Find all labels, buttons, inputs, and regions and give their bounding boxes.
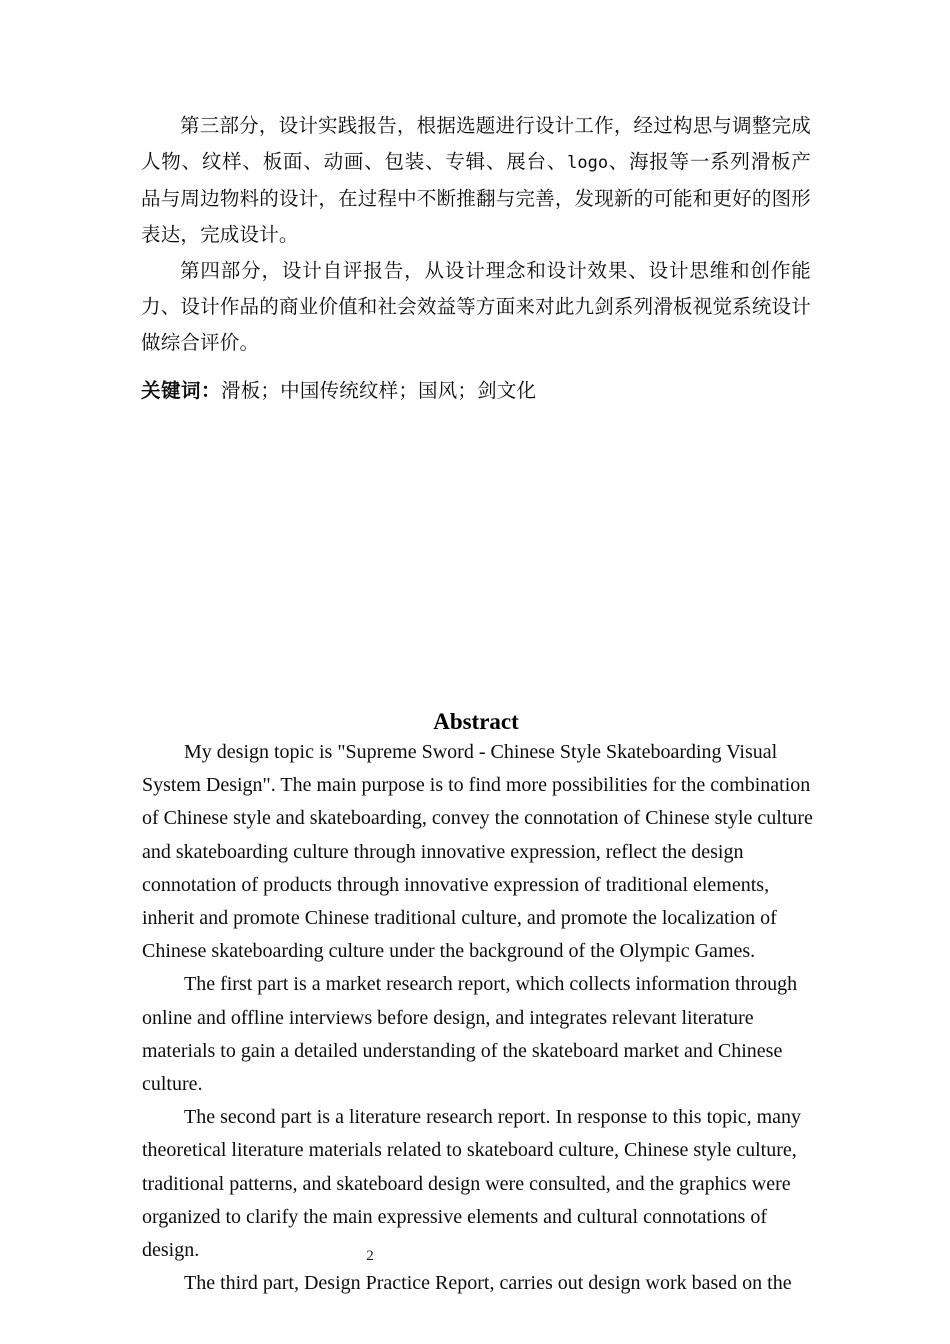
chinese-abstract-body [141,108,811,361]
logo-term: logo [567,153,609,173]
paragraph-part-three [141,108,811,253]
keywords-label: 关键词： [141,379,222,402]
abstract-heading: Abstract [433,709,519,734]
keywords-values: 滑板；中国传统纹样；国风；剑文化 [221,379,537,402]
abstract-paragraph-3: The second part is a literature research report. In response to this topic, many theoretical literature materials related to skateboard culture, Chinese style culture, traditional patterns, and skateboard design were consulted, and the graphics were organized to clarify the main expressive elements and cultural connotations of design. [142,1106,802,1262]
paragraph-part-four: 第四部分，设计自评报告，从设计理念和设计效果、设计思维和创作能力、设计作品的商业价值和社会效益等方面来对此九剑系列滑板视觉系统设计做综合评价。 [141,259,811,354]
paragraph-part-three-text-before: 第三部分，设计实践报告，根据选题进行设计工作，经过构思与调整完成人物、纹样、板面、动画、包装、专辑、展台、 [141,114,811,173]
abstract-paragraph-1: My design topic is "Supreme Sword - Chinese Style Skateboarding Visual System Design". The main purpose is to find more possibilities for the combination of Chinese style and skateboarding, convey the connotation of Chinese style culture and skateboarding culture through innovative expression, reflect the design connotation of products through innovative expression of traditional elements, inherit and promote Chinese traditional culture, and promote the localization of Chinese skateboarding culture under the background of the Olympic Games. [142,741,813,963]
paragraph-part-three-text-after: 、海报等一系列滑板产品与周边物料的设计，在过程中不断推翻与完善，发现新的可能和更好的图形表达，完成设计。 [141,150,811,246]
keywords-line [141,374,811,408]
english-abstract-body [142,736,814,1300]
page-number: 2 [366,1248,374,1264]
abstract-paragraph-2: The first part is a market research report, which collects information through online and offline interviews before design, and integrates relevant literature materials to gain a detailed understanding of the skateboard market and Chinese culture. [142,973,798,1096]
abstract-paragraph-4: The third part, Design Practice Report, carries out design work based on the [184,1272,792,1295]
